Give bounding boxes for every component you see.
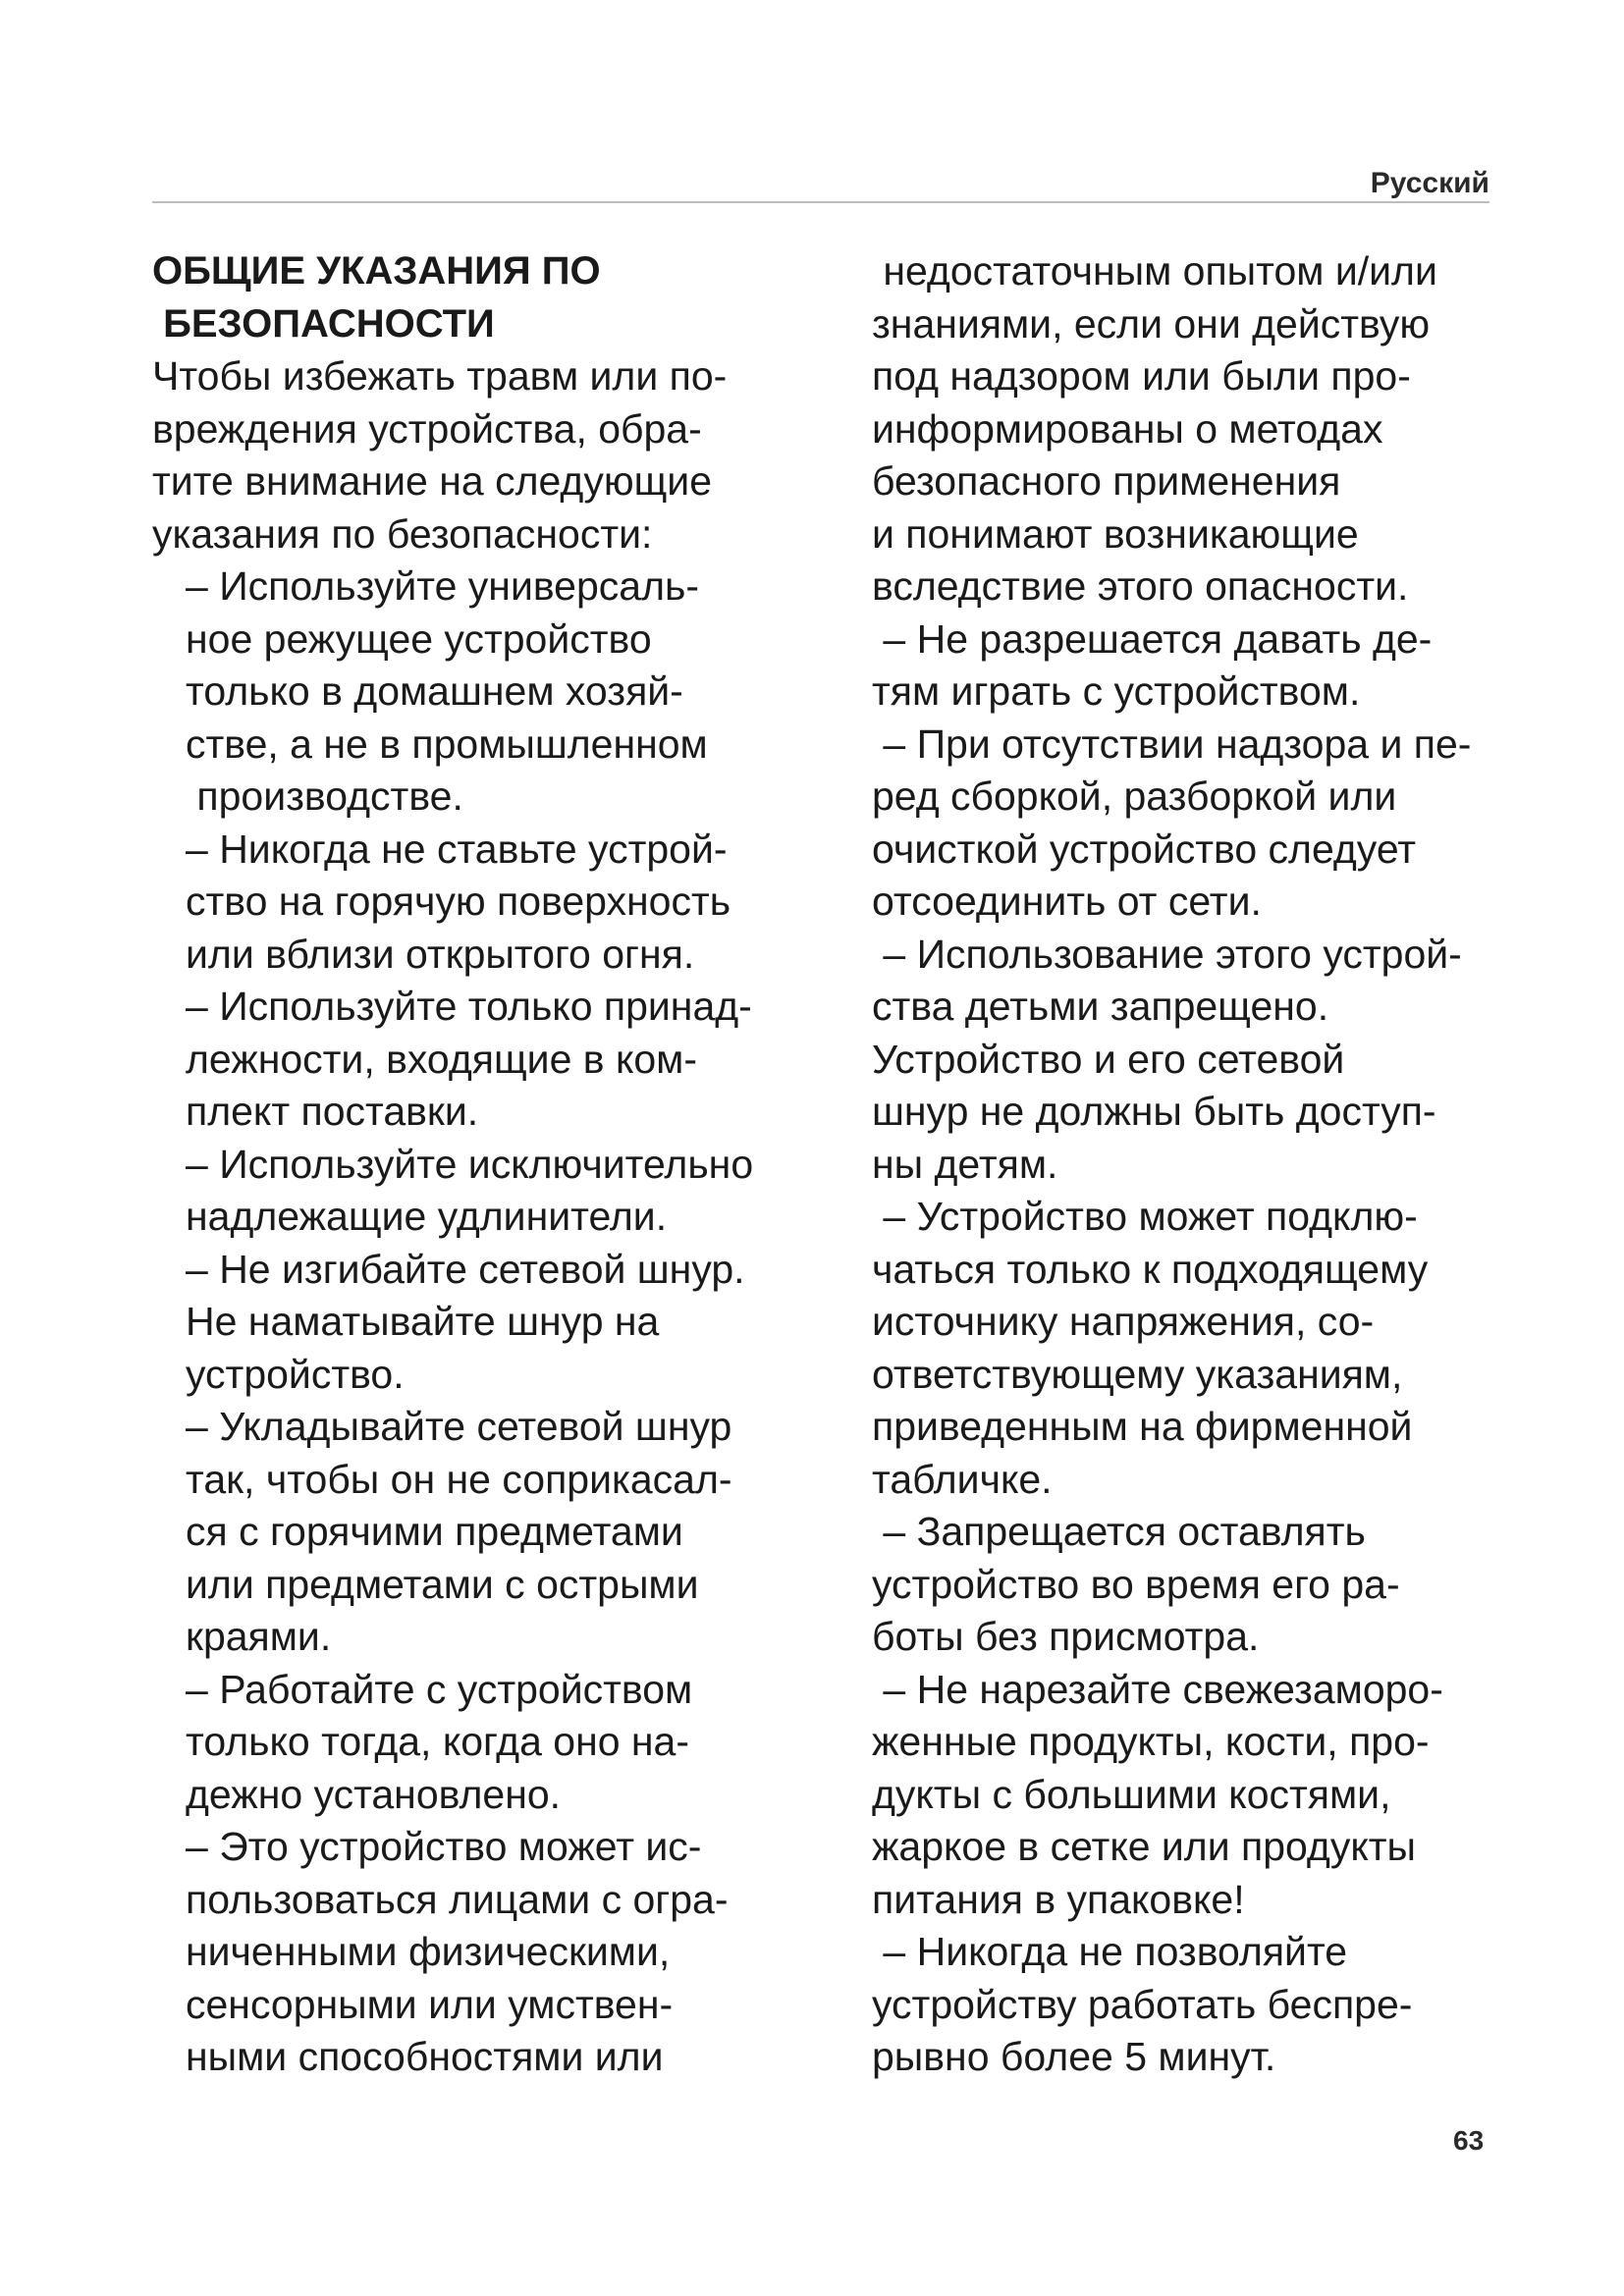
safety-item-line: лежности, входящие в ком- <box>186 1036 697 1082</box>
safety-item-line: вследствие этого опасности. <box>872 563 1409 609</box>
safety-item-line: краями. <box>186 1614 332 1659</box>
safety-item <box>186 1821 839 2084</box>
header-divider <box>152 201 1489 203</box>
safety-item-line: недостаточным опытом и/или <box>872 248 1437 294</box>
safety-item-line: – Не нарезайте свежезаморо- <box>872 1666 1443 1712</box>
safety-item <box>186 1401 839 1664</box>
safety-item <box>872 1191 1540 1506</box>
safety-item-line: – Запрещается оставлять <box>872 1509 1366 1554</box>
safety-item-line: – Никогда не позволяйте <box>872 1929 1348 1974</box>
safety-item-line: питания в упаковке! <box>872 1876 1245 1922</box>
safety-item-line: ное режущее устройство <box>186 615 652 662</box>
left-column <box>152 245 839 2084</box>
safety-item <box>872 929 1540 1192</box>
safety-item-line: женные продукты, кости, про- <box>872 1719 1430 1764</box>
safety-item-line: шнур не должны быть доступ- <box>872 1089 1436 1134</box>
safety-item-line: – При отсутствии надзора и пе- <box>872 721 1472 767</box>
safety-item <box>186 561 839 824</box>
safety-item-line: очисткой устройство следует <box>872 826 1417 872</box>
safety-item-line: – Не разрешается давать де- <box>872 615 1433 662</box>
safety-item-line: ответствующему указаниям, <box>872 1351 1403 1397</box>
safety-item-line: устройство. <box>186 1351 405 1397</box>
safety-item-line: ниченными физическими, <box>186 1929 671 1974</box>
intro-line: указания по безопасности: <box>152 510 653 557</box>
intro-line: вреждения устройства, обра- <box>152 405 702 452</box>
safety-item-line: дежно установлено. <box>186 1771 562 1817</box>
safety-item <box>186 1139 839 1244</box>
safety-item-line: отсоединить от сети. <box>872 879 1262 924</box>
safety-item-line: табличке. <box>872 1456 1053 1502</box>
safety-item-line: ся с горячими предметами <box>186 1509 683 1554</box>
safety-item-line: и понимают возникающие <box>872 510 1359 557</box>
safety-item-line: – Это устройство может ис- <box>186 1824 702 1869</box>
safety-item-line: сенсорными или умствен- <box>186 1981 674 2027</box>
safety-item-line: – Используйте только принад- <box>186 984 752 1029</box>
safety-item-line: дукты с большими костями, <box>872 1771 1391 1817</box>
left-safety-list <box>152 561 839 2084</box>
section-title-line-1: ОБЩИЕ УКАЗАНИЯ ПО <box>152 249 601 293</box>
header-language: Русский <box>1370 167 1489 199</box>
safety-item <box>186 1244 839 1402</box>
safety-item-line: тям играть с устройством. <box>872 668 1361 714</box>
right-column <box>872 245 1540 2084</box>
safety-item-line: или предметами с острыми <box>186 1561 699 1607</box>
intro-paragraph <box>152 350 839 561</box>
safety-item <box>872 614 1540 719</box>
safety-item-line: Устройство и его сетевой <box>872 1036 1345 1082</box>
safety-item-line: надлежащие удлинители. <box>186 1194 668 1239</box>
safety-item-line: производстве. <box>186 774 463 819</box>
safety-item-line: жаркое в сетке или продукты <box>872 1824 1417 1869</box>
right-safety-list <box>872 245 1540 2084</box>
safety-item-line: ны детям. <box>872 1141 1058 1187</box>
safety-item-line: стве, а не в промышленном <box>186 721 708 767</box>
safety-item <box>872 1664 1540 1927</box>
safety-item-line: информированы о методах <box>872 405 1383 452</box>
safety-item-line: устройству работать беспре- <box>872 1981 1413 2027</box>
page-number: 63 <box>1453 2125 1485 2156</box>
safety-item <box>186 1664 839 1822</box>
safety-item-line: ства детьми запрещено. <box>872 984 1329 1029</box>
safety-item-line: или вблизи открытого огня. <box>186 931 695 977</box>
safety-item-line: ными способностями или <box>186 2034 664 2079</box>
safety-item-line: – Не изгибайте сетевой шнур. <box>186 1246 745 1292</box>
safety-item-line: – Работайте с устройством <box>186 1666 693 1712</box>
safety-item-line: знаниями, если они действую <box>872 300 1431 347</box>
safety-item-line: источнику напряжения, со- <box>872 1299 1375 1344</box>
safety-item <box>186 824 839 982</box>
safety-item <box>186 981 839 1139</box>
safety-item-line: приведенным на фирменной <box>872 1404 1413 1449</box>
intro-line: тите внимание на следующие <box>152 458 713 504</box>
safety-item-line: ред сборкой, разборкой или <box>872 774 1397 819</box>
safety-item-line: – Устройство может подклю- <box>872 1194 1418 1239</box>
safety-item-line: безопасного применения <box>872 458 1341 504</box>
safety-item-line: так, чтобы он не соприкасал- <box>186 1456 732 1502</box>
safety-item-line: – Используйте исключительно <box>186 1141 754 1187</box>
safety-item-line: рывно более 5 минут. <box>872 2034 1276 2079</box>
safety-item-line: ство на горячую поверхность <box>186 879 731 924</box>
section-title-line-2: БЕЗОПАСНОСТИ <box>152 301 495 346</box>
safety-item-line: пользоваться лицами с огра- <box>186 1876 729 1922</box>
safety-item-line: – Использование этого устрой- <box>872 931 1462 977</box>
safety-item <box>872 245 1540 614</box>
safety-item-line: плект поставки. <box>186 1089 479 1134</box>
safety-item-line: – Укладывайте сетевой шнур <box>186 1404 732 1449</box>
safety-item-line: Не наматывайте шнур на <box>186 1299 660 1344</box>
safety-item-line: устройство во время его ра- <box>872 1561 1400 1607</box>
safety-item-line: только в домашнем хозяй- <box>186 668 683 714</box>
safety-item-line: под надзором или были про- <box>872 353 1411 399</box>
safety-item <box>872 719 1540 929</box>
safety-item-line: чаться только к подходящему <box>872 1246 1429 1292</box>
safety-item-line: – Никогда не ставьте устрой- <box>186 826 728 872</box>
safety-item-line: – Используйте универсаль- <box>186 563 700 609</box>
intro-line: Чтобы избежать травм или по- <box>152 353 728 399</box>
safety-item-line: боты без присмотра. <box>872 1614 1260 1659</box>
safety-item <box>872 1506 1540 1664</box>
safety-item-line: только тогда, когда оно на- <box>186 1719 690 1764</box>
safety-item <box>872 1926 1540 2084</box>
